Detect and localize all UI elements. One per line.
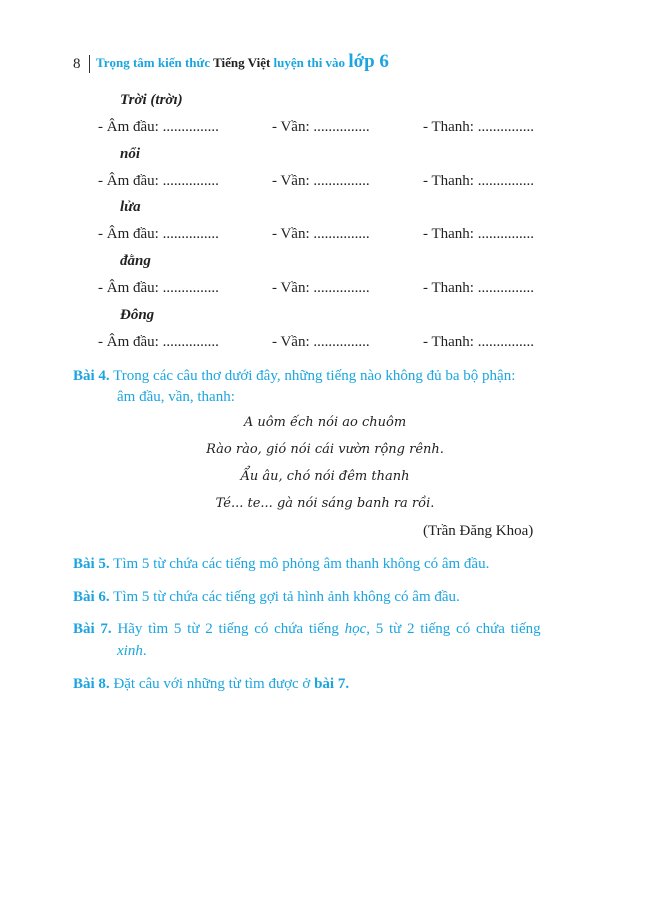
- keyword: xinh: [117, 643, 143, 659]
- exercise-text: Trong các câu thơ dưới đây, những tiếng nào không đủ ba bộ phận:: [113, 368, 516, 384]
- header-text-4: lớp 6: [348, 51, 389, 72]
- exercise-7: [73, 620, 541, 638]
- tone-blank: - Thanh: ...............: [423, 334, 534, 350]
- rhyme-blank: - Vần: ...............: [272, 226, 370, 242]
- exercise-reference: bài 7.: [314, 676, 350, 692]
- page-number: 8: [73, 56, 81, 72]
- poem-line: Rào rào, gió nói cái vườn rộng rênh.: [206, 442, 444, 457]
- header-divider: [89, 55, 90, 73]
- analyzed-word: nổi: [120, 146, 141, 162]
- analyzed-word: lửa: [120, 199, 141, 215]
- poem-line: Té... te... gà nói sáng banh ra rồi.: [215, 496, 435, 511]
- header-text-1: Trọng tâm kiến thức: [96, 55, 211, 70]
- exercise-text: Tìm 5 từ chứa các tiếng gợi tả hình ảnh không có âm đầu.: [113, 589, 460, 605]
- exercise-8: [73, 675, 349, 693]
- initial-sound-blank: - Âm đầu: ...............: [98, 334, 219, 350]
- initial-sound-blank: - Âm đầu: ...............: [98, 119, 219, 135]
- rhyme-blank: - Vần: ...............: [272, 119, 370, 135]
- exercise-text: , 5 từ 2 tiếng có chứa tiếng: [366, 621, 541, 637]
- initial-sound-blank: - Âm đầu: ...............: [98, 173, 219, 189]
- exercise-label: Bài 5.: [73, 556, 110, 572]
- exercise-label: Bài 6.: [73, 589, 110, 605]
- poem-line: A uôm ếch nói ao chuôm: [243, 415, 407, 430]
- analyzed-word: đằng: [120, 253, 151, 269]
- running-header: [96, 53, 389, 72]
- rhyme-blank: - Vần: ...............: [272, 280, 370, 296]
- initial-sound-blank: - Âm đầu: ...............: [98, 226, 219, 242]
- keyword: học: [344, 621, 367, 637]
- analyzed-word: Trời (trờı): [120, 92, 183, 108]
- header-text-3: luyện thi vào: [273, 55, 346, 70]
- tone-blank: - Thanh: ...............: [423, 280, 534, 296]
- header-text-2: Tiếng Việt: [213, 55, 271, 70]
- poem-line: Ẩu âu, chó nói đêm thanh: [240, 469, 410, 484]
- tone-blank: - Thanh: ...............: [423, 226, 534, 242]
- poem-author: (Trần Đăng Khoa): [423, 523, 534, 539]
- exercise-6: [73, 588, 460, 606]
- analyzed-word: Đông: [120, 307, 155, 323]
- exercise-7-cont: [117, 642, 147, 660]
- initial-sound-blank: - Âm đầu: ...............: [98, 280, 219, 296]
- exercise-label: Bài 8.: [73, 676, 110, 692]
- period: .: [142, 643, 147, 659]
- rhyme-blank: - Vần: ...............: [272, 334, 370, 350]
- exercise-label: Bài 4.: [73, 368, 110, 384]
- exercise-5: [73, 555, 489, 573]
- exercise-label: Bài 7.: [73, 621, 112, 637]
- tone-blank: - Thanh: ...............: [423, 173, 534, 189]
- exercise-text: Hãy tìm 5 từ 2 tiếng có chứa tiếng: [117, 621, 339, 637]
- rhyme-blank: - Vần: ...............: [272, 173, 370, 189]
- tone-blank: - Thanh: ...............: [423, 119, 534, 135]
- exercise-text: Tìm 5 từ chứa các tiếng mô phỏng âm thanh không có âm đầu.: [113, 556, 490, 572]
- exercise-4: [73, 367, 515, 385]
- exercise-text: Đặt câu với những từ tìm được ở: [113, 676, 311, 692]
- exercise-4-cont: âm đầu, vần, thanh:: [117, 389, 235, 405]
